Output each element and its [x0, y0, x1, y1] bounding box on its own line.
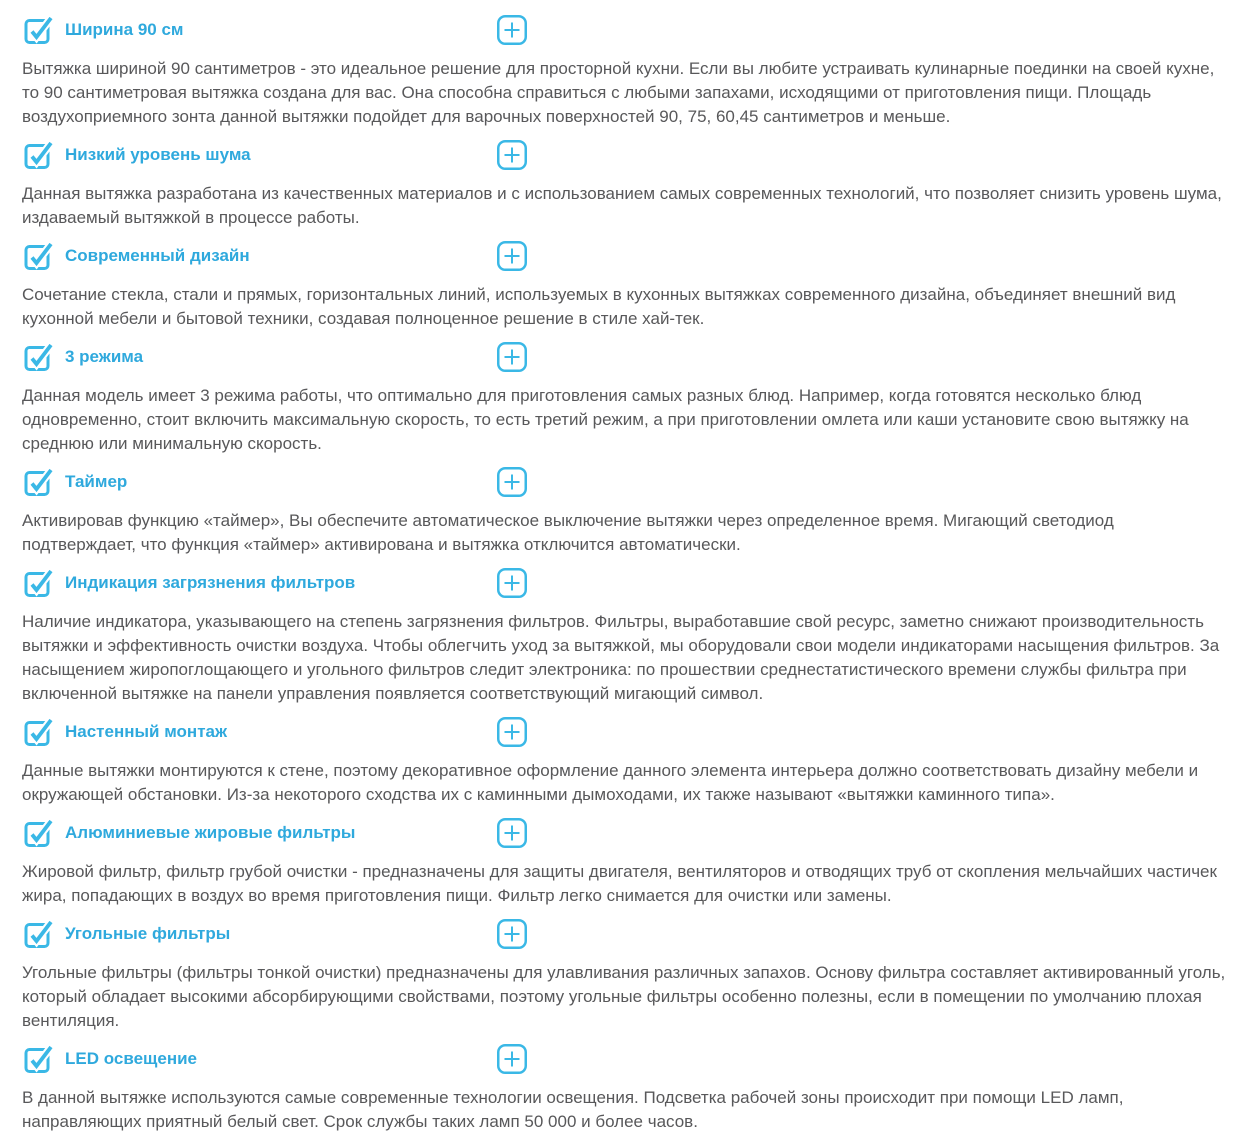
- feature-header: [22, 1044, 1231, 1074]
- expand-plus-button[interactable]: [497, 717, 527, 747]
- feature-title: Настенный монтаж: [65, 722, 228, 741]
- feature-title: Современный дизайн: [65, 246, 250, 265]
- feature-header: [22, 717, 1231, 747]
- checked-checkbox-icon: [24, 241, 54, 271]
- feature-title: Угольные фильтры: [65, 924, 231, 943]
- checked-checkbox-icon: [24, 919, 54, 949]
- feature-header: [22, 342, 1231, 372]
- checked-checkbox-icon: [24, 818, 54, 848]
- expand-plus-button[interactable]: [497, 342, 527, 372]
- feature-description: Вытяжка шириной 90 сантиметров - это идеальное решение для просторной кухни. Если вы любите устраивать кулинарные поединки на своей кухне, то 90 сантиметровая вытяжка создана для вас. Она способна справиться с любыми запахами, исходящими от приготовления пищи. Площадь воздухоприемного зонта данной вытяжки подойдет для варочных поверхностей 90, 75, 60,45 сантиметров и меньше.: [22, 59, 1215, 126]
- plus-icon: [497, 467, 527, 497]
- feature-description: Сочетание стекла, стали и прямых, горизонтальных линий, используемых в кухонных вытяжках современного дизайна, объединяет внешний вид кухонной мебели и бытовой техники, создавая полноценное решение в стиле хай-тек.: [22, 285, 1176, 328]
- feature-section: [22, 919, 1231, 1033]
- checked-checkbox-icon: [24, 15, 54, 45]
- expand-plus-button[interactable]: [497, 1044, 527, 1074]
- expand-plus-button[interactable]: [497, 919, 527, 949]
- expand-plus-button[interactable]: [497, 15, 527, 45]
- feature-title: 3 режима: [65, 347, 144, 366]
- feature-section: [22, 568, 1231, 706]
- feature-description: В данной вытяжке используются самые современные технологии освещения. Подсветка рабочей зоны происходит при помощи LED ламп, направляющих приятный белый свет. Срок службы таких ламп 50 000 и более часов.: [22, 1088, 1124, 1131]
- feature-header: [22, 919, 1231, 949]
- plus-icon: [497, 241, 527, 271]
- feature-section: [22, 1044, 1231, 1134]
- checked-checkbox-icon: [24, 568, 54, 598]
- feature-title: Низкий уровень шума: [65, 145, 251, 164]
- plus-icon: [497, 919, 527, 949]
- features-list: [22, 15, 1231, 1134]
- feature-section: [22, 342, 1231, 456]
- feature-header: [22, 818, 1231, 848]
- plus-icon: [497, 717, 527, 747]
- feature-header: [22, 568, 1231, 598]
- feature-section: [22, 818, 1231, 908]
- feature-description: Активировав функцию «таймер», Вы обеспечите автоматическое выключение вытяжки через определенное время. Мигающий светодиод подтверждает, что функция «таймер» активирована и вытяжка отключится автоматически.: [22, 511, 1114, 554]
- feature-title: LED освещение: [65, 1049, 197, 1068]
- plus-icon: [497, 568, 527, 598]
- feature-section: [22, 15, 1231, 129]
- expand-plus-button[interactable]: [497, 140, 527, 170]
- feature-description: Жировой фильтр, фильтр грубой очистки - предназначены для защиты двигателя, вентиляторов и отводящих труб от скопления мельчайших частичек жира, попадающих в воздух во время приготовления пищи. Фильтр легко снимается для очистки или замены.: [22, 862, 1217, 905]
- feature-header: [22, 467, 1231, 497]
- feature-description: Наличие индикатора, указывающего на степень загрязнения фильтров. Фильтры, выработавшие свой ресурс, заметно снижают производительность вытяжки и эффективность очистки воздуха. Чтобы облегчить уход за вытяжкой, мы оборудовали свои модели индикаторами насыщения фильтров. За насыщением жиропоглощающего и угольного фильтров следит электроника: по прошествии среднестатистического времени службы фильтра при включенной вытяжке на панели управления появляется соответствующий мигающий символ.: [22, 612, 1220, 703]
- feature-title: Алюминиевые жировые фильтры: [65, 823, 356, 842]
- feature-header: [22, 241, 1231, 271]
- feature-section: [22, 241, 1231, 331]
- checked-checkbox-icon: [24, 140, 54, 170]
- plus-icon: [497, 818, 527, 848]
- feature-description: Данные вытяжки монтируются к стене, поэтому декоративное оформление данного элемента интерьера должно соответствовать дизайну мебели и окружающей обстановки. Из-за некоторого сходства их с каминными дымоходами, их также называют «вытяжки каминного типа».: [22, 761, 1199, 804]
- feature-header: [22, 15, 1231, 45]
- checked-checkbox-icon: [24, 342, 54, 372]
- expand-plus-button[interactable]: [497, 467, 527, 497]
- feature-section: [22, 140, 1231, 230]
- plus-icon: [497, 1044, 527, 1074]
- feature-description: Данная модель имеет 3 режима работы, что оптимально для приготовления самых разных блюд. Например, когда готовятся несколько блюд одновременно, стоит включить максимальную скорость, то есть третий режим, а при приготовлении омлета или каши установите свою вытяжку на среднюю или минимальную скорость.: [22, 386, 1189, 453]
- feature-section: [22, 467, 1231, 557]
- feature-description: Угольные фильтры (фильтры тонкой очистки) предназначены для улавливания различных запахов. Основу фильтра составляет активированный уголь, который обладает высокими абсорбирующими свойствами, поэтому угольные фильтры особенно полезны, если в помещении по умолчанию плохая вентиляция.: [22, 963, 1226, 1030]
- checked-checkbox-icon: [24, 467, 54, 497]
- checked-checkbox-icon: [24, 1044, 54, 1074]
- feature-title: Таймер: [65, 472, 128, 491]
- feature-title: Индикация загрязнения фильтров: [65, 573, 356, 592]
- expand-plus-button[interactable]: [497, 241, 527, 271]
- expand-plus-button[interactable]: [497, 818, 527, 848]
- checked-checkbox-icon: [24, 717, 54, 747]
- feature-description: Данная вытяжка разработана из качественных материалов и с использованием самых современных технологий, что позволяет снизить уровень шума, издаваемый вытяжкой в процессе работы.: [22, 184, 1222, 227]
- plus-icon: [497, 342, 527, 372]
- plus-icon: [497, 15, 527, 45]
- feature-header: [22, 140, 1231, 170]
- feature-section: [22, 717, 1231, 807]
- feature-title: Ширина 90 см: [65, 20, 184, 39]
- plus-icon: [497, 140, 527, 170]
- expand-plus-button[interactable]: [497, 568, 527, 598]
